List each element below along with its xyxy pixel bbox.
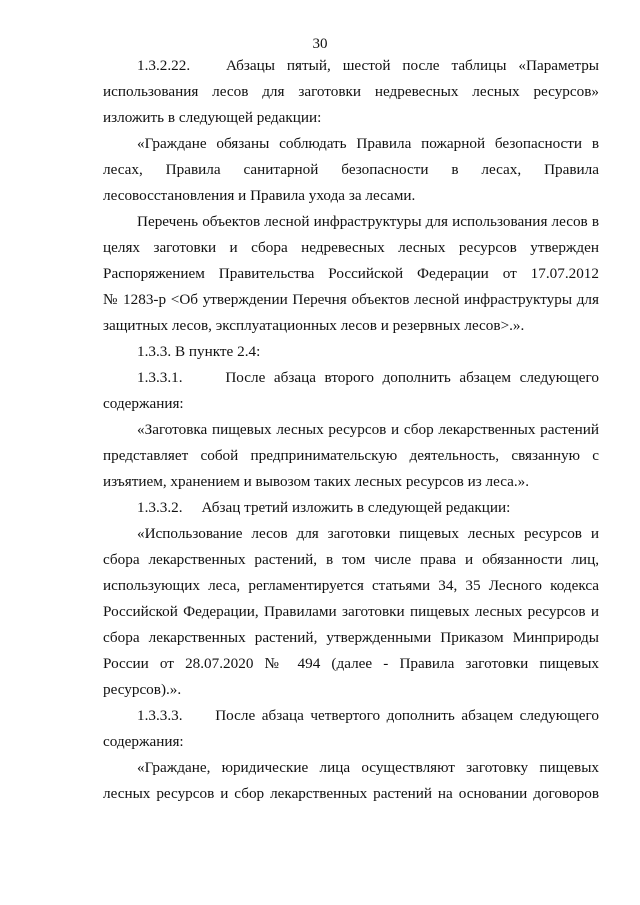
text-line: Распоряжением Правительства Российской Федерации от 17.07.2012 <box>103 265 599 282</box>
text-line: использующих леса, регламентируется статьями 34, 35 Лесного кодекса <box>103 577 599 594</box>
text-line: использования лесов для заготовки недревесных лесных ресурсов» <box>103 83 599 100</box>
text-line: № 1283-р <Об утверждении Перечня объектов лесной инфраструктуры для <box>103 291 599 308</box>
text-line: 1.3.3. В пункте 2.4: <box>137 343 261 360</box>
text-line: «Граждане обязаны соблюдать Правила пожарной безопасности в <box>137 135 599 152</box>
text-line: изъятием, хранением и вывозом таких лесных ресурсов из леса.». <box>103 473 530 490</box>
text-line: сбора лекарственных растений, утвержденными Приказом Минприроды <box>103 629 599 646</box>
text-line: 1.3.3.1. После абзаца второго дополнить абзацем следующего <box>137 369 599 386</box>
page-number: 30 <box>312 36 328 52</box>
text-line: целях заготовки и сбора недревесных лесных ресурсов утвержден <box>103 239 599 256</box>
text-line: Российской Федерации, Правилами заготовки пищевых лесных ресурсов и <box>103 603 599 620</box>
text-line: изложить в следующей редакции: <box>103 109 322 126</box>
text-line: «Граждане, юридические лица осуществляют заготовку пищевых <box>137 759 599 776</box>
text-line: 1.3.2.22. Абзацы пятый, шестой после таблицы «Параметры <box>137 57 599 74</box>
text-line: содержания: <box>103 733 184 750</box>
text-line: лесовосстановления и Правила ухода за лесами. <box>103 187 416 204</box>
text-line: защитных лесов, эксплуатационных лесов и резервных лесов>.». <box>103 317 525 334</box>
text-line: содержания: <box>103 395 184 412</box>
text-line: 1.3.3.2. Абзац третий изложить в следующей редакции: <box>137 499 511 516</box>
text-line: представляет собой предпринимательскую деятельность, связанную с <box>103 447 599 464</box>
text-line: Перечень объектов лесной инфраструктуры для использования лесов в <box>137 213 599 230</box>
text-line: России от 28.07.2020 № 494 (далее - Правила заготовки пищевых <box>103 655 599 672</box>
text-line: «Заготовка пищевых лесных ресурсов и сбор лекарственных растений <box>137 421 599 438</box>
text-line: 1.3.3.3. После абзаца четвертого дополнить абзацем следующего <box>137 707 599 724</box>
text-line: ресурсов).». <box>103 681 182 698</box>
text-line: лесах, Правила санитарной безопасности в лесах, Правила <box>103 161 599 178</box>
text-line: сбора лекарственных растений, в том числе права и обязанности лиц, <box>103 551 599 568</box>
text-line: лесных ресурсов и сбор лекарственных растений на основании договоров <box>103 785 599 802</box>
text-line: «Использование лесов для заготовки пищевых лесных ресурсов и <box>137 525 599 542</box>
